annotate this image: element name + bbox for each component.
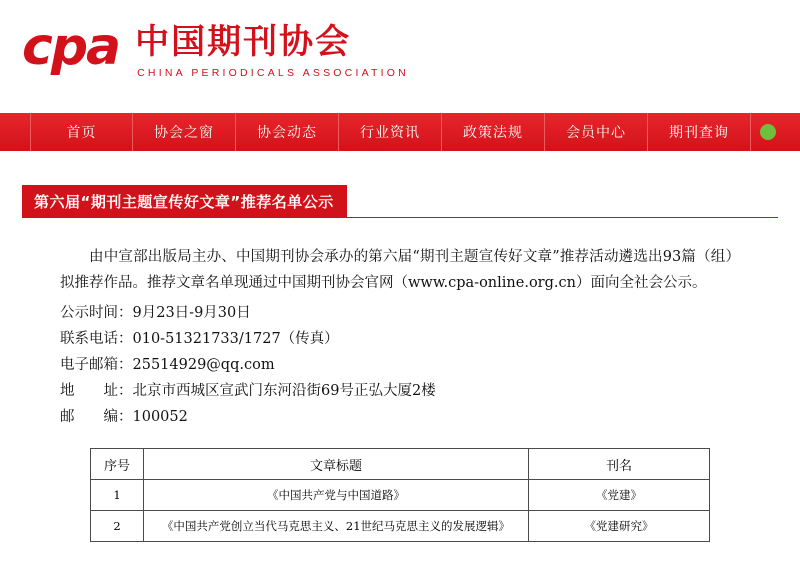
info-row-address (60, 378, 740, 404)
info-row-phone (60, 326, 740, 352)
logo-chinese-name: 中国期刊协会 (135, 22, 352, 62)
page-title: 第六届“期刊主题宣传好文章”推荐名单公示 (22, 185, 347, 217)
info-label-email: 电子邮箱： (60, 357, 133, 373)
logo-text-block (135, 20, 409, 79)
article-paragraph: 由中宣部出版局主办、中国期刊协会承办的第六届“期刊主题宣传好文章”推荐活动遴选出93篇（组）拟推荐作品。推荐文章名单现通过中国期刊协会官网（www.cpa-online.org.cn）面向全社会公示。 (60, 249, 740, 291)
nav-item-home[interactable]: 首页 (30, 113, 133, 151)
cell-journal: 《党建》 (529, 480, 710, 511)
info-value-address: 北京市西城区宣武门东河沿街69号正弘大厦2楼 (132, 383, 436, 399)
site-header (0, 0, 800, 113)
main-navigation (0, 113, 800, 151)
nav-item-association-window[interactable]: 协会之窗 (133, 113, 236, 151)
title-divider (22, 217, 778, 218)
info-value-phone: 010-51321733/1727（传真） (132, 331, 339, 347)
nav-item-industry-info[interactable]: 行业资讯 (339, 113, 442, 151)
page-content (0, 185, 800, 542)
info-row-postcode (60, 404, 740, 430)
nav-item-journal-search[interactable]: 期刊查询 (648, 113, 751, 151)
cell-title: 《中国共产党创立当代马克思主义、21世纪马克思主义的发展逻辑》 (144, 511, 529, 542)
green-dot-icon[interactable] (760, 124, 776, 140)
table-header-no: 序号 (91, 449, 144, 480)
info-label-notice-period: 公示时间： (60, 305, 133, 321)
nav-spacer (751, 113, 760, 151)
article-body (0, 244, 800, 430)
info-label-postcode: 邮 编： (60, 409, 133, 425)
cell-title: 《中国共产党与中国道路》 (144, 480, 529, 511)
info-value-notice-period: 9月23日-9月30日 (132, 305, 251, 321)
nav-item-member-center[interactable]: 会员中心 (545, 113, 648, 151)
table-header-title: 文章标题 (144, 449, 529, 480)
info-label-phone: 联系电话： (60, 331, 133, 347)
cell-no: 2 (91, 511, 144, 542)
cell-no: 1 (91, 480, 144, 511)
table-header-journal: 刊名 (529, 449, 710, 480)
recommended-articles-table (90, 448, 710, 542)
table-row (91, 480, 710, 511)
info-value-email: 25514929@qq.com (132, 357, 275, 373)
info-row-email (60, 352, 740, 378)
info-row-notice-period (60, 300, 740, 326)
info-label-address: 地 址： (60, 383, 133, 399)
nav-item-association-news[interactable]: 协会动态 (236, 113, 339, 151)
nav-item-policy-regulations[interactable]: 政策法规 (442, 113, 545, 151)
table-header-row (91, 449, 710, 480)
info-value-postcode: 100052 (132, 409, 188, 425)
cell-journal: 《党建研究》 (529, 511, 710, 542)
logo-english-name: CHINA PERIODICALS ASSOCIATION (137, 67, 409, 79)
cpa-logo-mark: cpa (22, 17, 120, 77)
table-row (91, 511, 710, 542)
site-logo[interactable] (22, 17, 409, 79)
